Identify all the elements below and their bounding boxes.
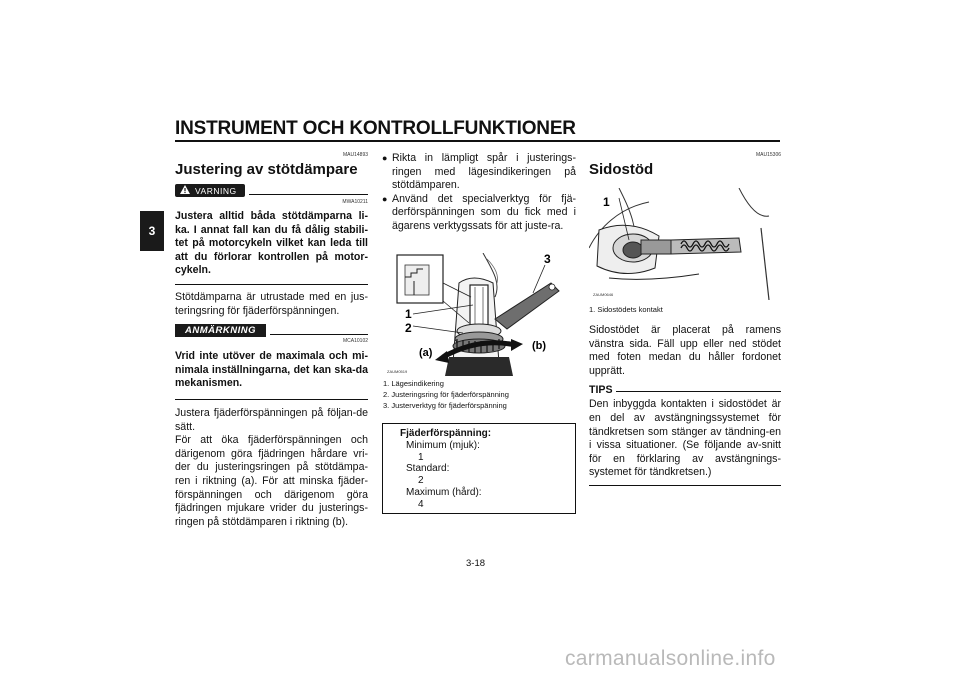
spec-std-value: 2	[418, 475, 424, 487]
figure-code: ZAUM0646	[593, 292, 614, 297]
warning-triangle-icon	[180, 185, 190, 196]
tips-text: Den inbyggda kontakten i sidostödet är en del av avstängningssystemet för tändkretsen som stänger av tändning-en i vissa situationer. (Se följande av-snitt för en förklaring av avstängnings-systemet för tändkretsen.)	[589, 398, 781, 479]
figure-code: ZAUM0519	[387, 369, 408, 374]
warning-code: MWA10211	[342, 199, 368, 205]
sidestand-illustration	[589, 188, 781, 300]
header-rule	[175, 140, 780, 142]
warning-label: VARNING	[195, 185, 237, 196]
section-title-sidestand: Sidostöd	[589, 161, 654, 178]
figure-label-2: 2	[405, 321, 412, 335]
caption-item: 1. Lägesindikering	[383, 379, 444, 388]
page-number: 3-18	[466, 558, 486, 569]
figure-label-1: 1	[405, 307, 412, 321]
warning-header	[175, 184, 368, 197]
figure-label-1: 1	[603, 195, 610, 209]
notice-end-rule	[175, 399, 368, 400]
right-text	[589, 304, 781, 486]
spec-max-value: 4	[418, 498, 424, 510]
procedure-paragraph: Justera fjäderförspänningen på följan-de sätt.	[175, 406, 368, 433]
bullet-icon: ●	[382, 193, 388, 204]
shock-absorber-figure	[383, 253, 576, 376]
shock-absorber-illustration	[383, 253, 576, 376]
notice-text: Vrid inte utöver de maximala och mi-nimala inställningarna, det kan ska-da mekanismen.	[175, 350, 368, 390]
warning-end-rule	[175, 284, 368, 285]
watermark: carmanualsonline.info	[565, 647, 776, 670]
warning-line	[249, 194, 368, 195]
middle-column	[382, 152, 576, 234]
section-code: MAU14893	[342, 152, 368, 158]
sidestand-paragraph: Sidostödet är placerat på ramens vänstra sida. Fäll upp eller ned stödet med foten medan du håller fordonet upprätt.	[589, 324, 781, 377]
page-header-title: INSTRUMENT OCH KONTROLLFUNKTIONER	[175, 118, 576, 139]
tips-header	[589, 384, 781, 396]
notice-badge: ANMÄRKNING	[175, 324, 266, 337]
caption-item: 3. Justerverktyg för fjäderförspänning	[383, 401, 507, 410]
notice-line	[270, 334, 368, 335]
tips-label: TIPS	[589, 384, 613, 397]
chapter-tab: 3	[140, 211, 164, 251]
bullet-icon: ●	[382, 153, 388, 163]
intro-paragraph: Stötdämparna är utrustade med en jus-teringsring för fjäderförspänningen.	[175, 290, 368, 317]
spec-title: Fjäderförspänning:	[400, 428, 492, 439]
warning-text: Justera alltid båda stötdämparna li-ka. I annat fall kan du få dålig stabili-tet på motorcykeln vilket kan leda till att du förlorar kontrollen på motor-cykeln.	[175, 210, 368, 277]
spring-preload-spec-box	[382, 423, 576, 514]
right-column	[589, 152, 781, 178]
spec-max-label: Maximum (hård):	[406, 486, 482, 498]
sidestand-figure	[589, 188, 781, 300]
figure-label-b: (b)	[532, 340, 547, 352]
direction-paragraph: För att öka fjäderförspänningen och därigenom göra fjädringen hårdare vri-der du justeringsringen på stötdämpa-ren i riktning (a). För att minska fjäder-förspänningen och därigenom göra fjädringen mjukare vrider du justerings-ringen på stötdämparen i riktning (b).	[175, 434, 368, 528]
section-title-shock: Justering av stötdämpare	[175, 161, 358, 178]
spec-min-label: Minimum (mjuk):	[406, 439, 480, 451]
section-code: MAU15306	[755, 152, 781, 158]
tips-end-rule	[589, 485, 781, 486]
notice-header	[175, 324, 368, 337]
spec-min-value: 1	[418, 451, 424, 463]
figure-captions	[383, 378, 576, 411]
caption-item: 1. Sidostödets kontakt	[589, 305, 663, 314]
notice-code: MCA10102	[342, 338, 368, 345]
bullet-item: ● Använd det specialverktyg för fjä-derförspänningen som du fick med i ägarens verktygssats för att juste-ra.	[382, 192, 576, 232]
caption-item: 2. Justeringsring för fjäderförspänning	[383, 390, 509, 399]
figure-label-3: 3	[544, 253, 551, 266]
left-column	[175, 152, 368, 529]
warning-badge	[175, 184, 245, 197]
spec-std-label: Standard:	[406, 463, 450, 475]
figure-label-a: (a)	[419, 347, 433, 359]
tips-line	[616, 391, 781, 392]
bullet-item: ● Rikta in lämpligt spår i justerings-ringen med lägesindikeringen på stötdämparen.	[382, 152, 576, 192]
